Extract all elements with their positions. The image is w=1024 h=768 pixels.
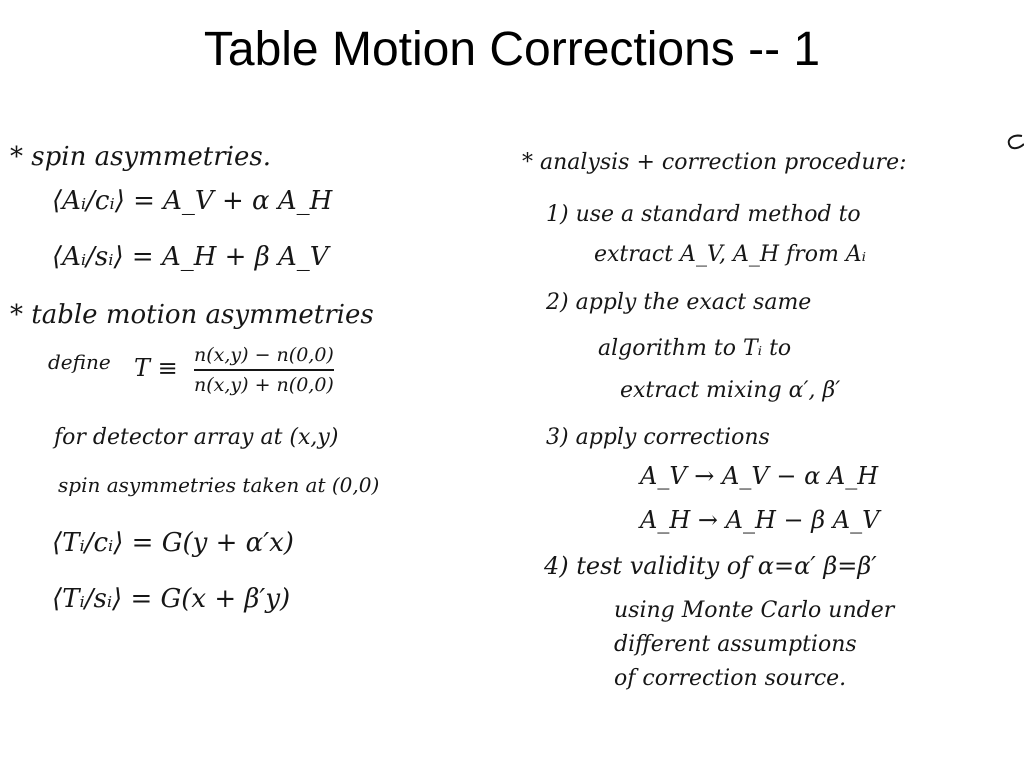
step-4-line-4: of correction source. (614, 666, 847, 691)
t-denominator: n(x,y) + n(0,0) (194, 374, 334, 396)
t-equation-1: ⟨Tᵢ/cᵢ⟩ = G(y + α′x) (52, 528, 294, 558)
t-definition-fraction (194, 344, 334, 396)
step-4-line-3: different assumptions (614, 632, 857, 657)
step-2-line-2: algorithm to Tᵢ to (598, 336, 792, 361)
spin-equation-1: ⟨Aᵢ/cᵢ⟩ = A_V + α A_H (52, 186, 333, 216)
t-equation-2: ⟨Tᵢ/sᵢ⟩ = G(x + β′y) (52, 584, 291, 614)
clipped-ink-mark (998, 128, 1024, 156)
step-2-line-1: 2) apply the exact same (546, 290, 812, 315)
step-3-line-1: 3) apply corrections (546, 425, 770, 450)
step-3-correction-2: A_H → A_H − β A_V (640, 506, 880, 534)
spin-asymmetries-heading: * spin asymmetries. (10, 142, 271, 172)
step-4-line-1: 4) test validity of α=α′ β=β′ (544, 552, 877, 580)
table-motion-heading: * table motion asymmetries (10, 300, 374, 330)
page-title: Table Motion Corrections -- 1 (203, 23, 821, 76)
step-1-line-2: extract A_V, A_H from Aᵢ (594, 242, 867, 267)
fraction-bar (194, 369, 334, 371)
step-4-line-2: using Monte Carlo under (614, 598, 895, 623)
step-1-line-1: 1) use a standard method to (546, 202, 861, 227)
step-2-line-3: extract mixing α′, β′ (620, 378, 841, 403)
define-label: define (48, 350, 111, 374)
spin-equation-2: ⟨Aᵢ/sᵢ⟩ = A_H + β A_V (52, 242, 329, 272)
detector-array-line: for detector array at (x,y) (54, 425, 339, 450)
t-definition-lhs: T ≡ (134, 354, 178, 382)
t-numerator: n(x,y) − n(0,0) (194, 344, 334, 366)
spin-taken-line: spin asymmetries taken at (0,0) (58, 473, 380, 497)
step-3-correction-1: A_V → A_V − α A_H (640, 462, 879, 490)
procedure-heading: * analysis + correction procedure: (522, 150, 907, 175)
